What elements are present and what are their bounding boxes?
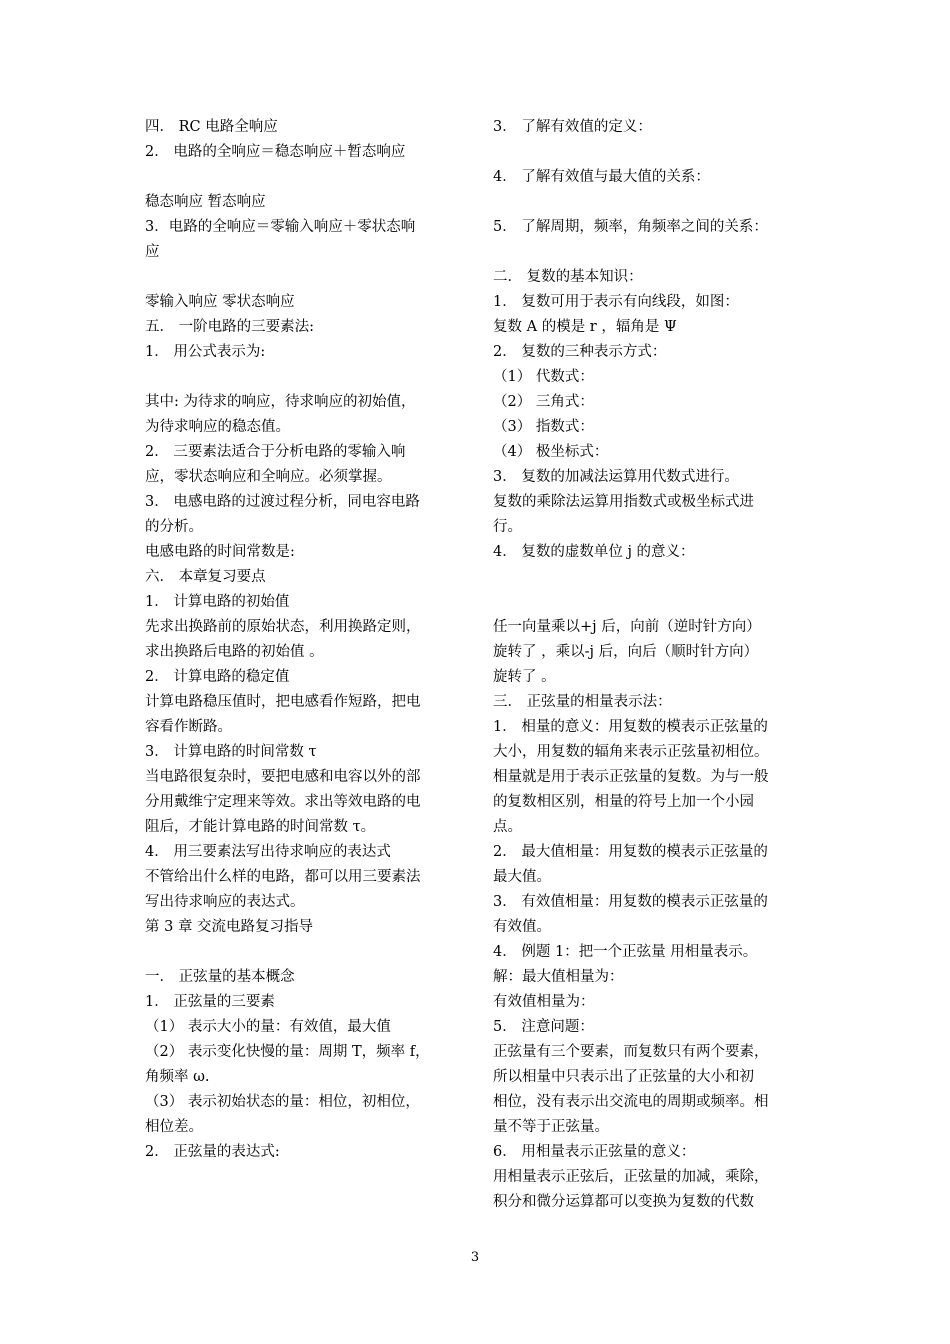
text-line: 量不等于正弦量。 <box>493 1119 609 1135</box>
text-line: 有效值相量为： <box>493 994 595 1010</box>
text-line: 1． 复数可用于表示有向线段，如图： <box>493 294 739 310</box>
text-line: 正弦量有三个要素，而复数只有两个要素， <box>493 1044 769 1060</box>
text-line: 五． 一阶电路的三要素法: <box>145 319 314 335</box>
text-line: 1． 正弦量的三要素 <box>145 994 275 1010</box>
text-line: 复数 A 的模是 r ，辐角是 Ψ <box>493 319 677 335</box>
text-line: 电感电路的时间常数是: <box>145 544 295 560</box>
text-line: （3） 表示初始状态的量：相位，初相位， <box>145 1094 420 1110</box>
page-number: 3 <box>470 1250 480 1265</box>
text-line: 2． 计算电路的稳定值 <box>145 669 290 685</box>
text-line: 2． 复数的三种表示方式： <box>493 344 667 360</box>
text-line: 3． 计算电路的时间常数 τ <box>145 744 317 760</box>
text-line: 所以相量中只表示出了正弦量的大小和初 <box>493 1069 754 1085</box>
right-column <box>493 115 813 1215</box>
text-line: 的复数相区别，相量的符号上加一个小园 <box>493 794 754 810</box>
blank-line <box>145 165 465 190</box>
text-line: 大小，用复数的辐角来表示正弦量初相位。 <box>493 744 769 760</box>
text-line: 3． 有效值相量：用复数的模表示正弦量的 <box>493 894 768 910</box>
text-line: 计算电路稳压值时，把电感看作短路，把电 <box>145 694 421 710</box>
text-line: 3．电路的全响应＝零输入响应＋零状态响 <box>145 219 416 235</box>
text-line: 第 3 章 交流电路复习指导 <box>145 919 314 935</box>
text-line: 2． 电路的全响应＝稳态响应＋暂态响应 <box>145 144 406 160</box>
text-line: 不管给出什么样的电路，都可以用三要素法 <box>145 869 421 885</box>
blank-line <box>493 190 813 215</box>
text-line: 角频率 ω. <box>145 1069 210 1085</box>
text-line: 当电路很复杂时，要把电感和电容以外的部 <box>145 769 421 785</box>
text-line: 为待求响应的稳态值。 <box>145 419 290 435</box>
text-line: 2． 三要素法适合于分析电路的零输入响 <box>145 444 406 460</box>
text-line: 3． 复数的加减法运算用代数式进行。 <box>493 469 739 485</box>
text-line: 分用戴维宁定理来等效。求出等效电路的电 <box>145 794 421 810</box>
text-line: （1） 表示大小的量：有效值，最大值 <box>145 1019 391 1035</box>
text-line: 复数的乘除法运算用指数式或极坐标式进 <box>493 494 754 510</box>
text-line: 三． 正弦量的相量表示法： <box>493 694 672 710</box>
text-line: 4． 了解有效值与最大值的关系： <box>493 169 710 185</box>
text-line: 写出待求响应的表达式。 <box>145 894 305 910</box>
text-line: 应，零状态响应和全响应。必须掌握。 <box>145 469 392 485</box>
text-line: 其中: 为待求的响应，待求响应的初始值， <box>145 394 416 410</box>
text-line: 2． 最大值相量：用复数的模表示正弦量的 <box>493 844 768 860</box>
text-line: 1． 相量的意义：用复数的模表示正弦量的 <box>493 719 768 735</box>
left-column <box>145 115 465 1165</box>
text-line: 旋转了 。 <box>493 669 556 685</box>
text-line: 2． 正弦量的表达式: <box>145 1144 280 1160</box>
text-line: 3． 了解有效值的定义： <box>493 119 652 135</box>
blank-line <box>145 365 465 390</box>
text-line: 6． 用相量表示正弦量的意义： <box>493 1144 696 1160</box>
text-line: 旋转了 ，乘以-j 后，向后（顺时针方向） <box>493 644 759 660</box>
blank-line <box>493 590 813 615</box>
text-line: 点。 <box>493 819 522 835</box>
text-line: （3） 指数式： <box>493 419 594 435</box>
text-line: 相位，没有表示出交流电的周期或频率。相 <box>493 1094 769 1110</box>
text-line: （4） 极坐标式： <box>493 444 609 460</box>
text-line: 先求出换路前的原始状态，利用换路定则， <box>145 619 421 635</box>
text-line: 解：最大值相量为： <box>493 969 624 985</box>
text-line: 容看作断路。 <box>145 719 232 735</box>
text-line: （1） 代数式： <box>493 369 594 385</box>
text-line: 积分和微分运算都可以变换为复数的代数 <box>493 1194 754 1210</box>
text-line: 一． 正弦量的基本概念 <box>145 969 295 985</box>
text-line: 5． 注意问题： <box>493 1019 594 1035</box>
blank-line <box>493 240 813 265</box>
blank-line <box>145 940 465 965</box>
text-line: 相位差。 <box>145 1119 203 1135</box>
blank-line <box>493 565 813 590</box>
text-line: 最大值。 <box>493 869 551 885</box>
text-line: 二． 复数的基本知识： <box>493 269 643 285</box>
text-line: 求出换路后电路的初始值 。 <box>145 644 324 660</box>
blank-line <box>493 140 813 165</box>
text-line: 四． RC 电路全响应 <box>145 119 278 135</box>
text-line: 稳态响应 暂态响应 <box>145 194 266 210</box>
text-line: 六． 本章复习要点 <box>145 569 266 585</box>
text-line: 1． 计算电路的初始值 <box>145 594 290 610</box>
text-line: 3． 电感电路的过渡过程分析，同电容电路 <box>145 494 420 510</box>
blank-line <box>145 265 465 290</box>
text-line: 有效值。 <box>493 919 551 935</box>
text-line: 行。 <box>493 519 522 535</box>
text-line: 相量就是用于表示正弦量的复数。为与一般 <box>493 769 769 785</box>
text-line: 5． 了解周期，频率，角频率之间的关系： <box>493 219 768 235</box>
text-line: 4． 复数的虚数单位 j 的意义： <box>493 544 695 560</box>
text-line: （2） 三角式： <box>493 394 594 410</box>
text-line: 零输入响应 零状态响应 <box>145 294 295 310</box>
text-line: 用相量表示正弦后，正弦量的加减，乘除， <box>493 1169 769 1185</box>
text-line: 的分析。 <box>145 519 203 535</box>
text-line: 应 <box>145 244 160 260</box>
text-line: 任一向量乘以+j 后，向前（逆时针方向） <box>493 619 761 635</box>
text-line: 阻后，才能计算电路的时间常数 τ。 <box>145 819 376 835</box>
text-line: 1． 用公式表示为: <box>145 344 266 360</box>
text-line: 4． 例题 1：把一个正弦量 用相量表示。 <box>493 944 758 960</box>
text-line: （2） 表示变化快慢的量：周期 T，频率 f， <box>145 1044 430 1060</box>
text-line: 4． 用三要素法写出待求响应的表达式 <box>145 844 391 860</box>
